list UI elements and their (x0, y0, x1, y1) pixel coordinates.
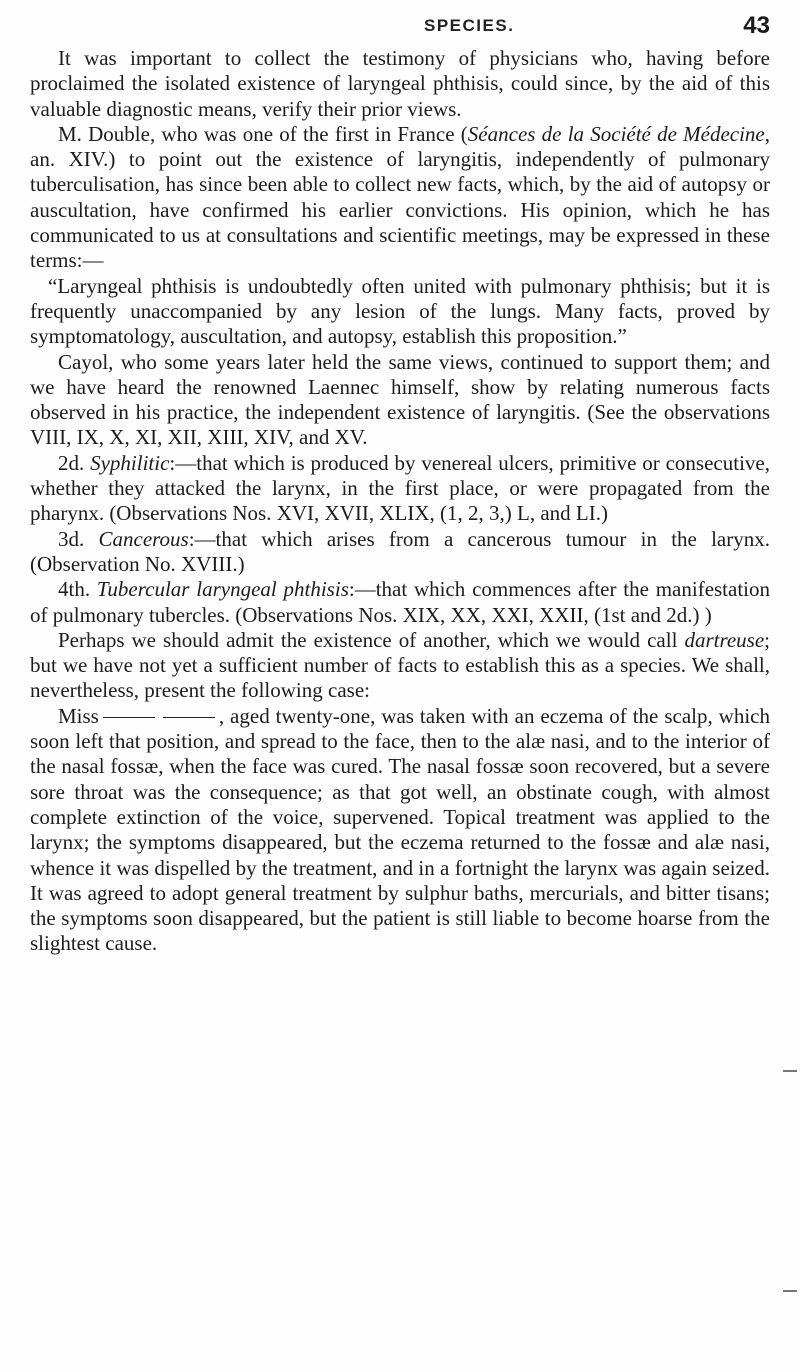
margin-mark (783, 1290, 797, 1292)
paragraph-1-text: It was important to collect the testimony of physicians who, having before proclaimed the isolated existence of laryngeal phthisis, could since, by the aid of this valuable diagnostic means, verify their prior views. (30, 46, 770, 121)
case-report-text-b: , aged twenty-one, was taken with an eczema of the scalp, which soon left that position, and spread to the face, then to the alæ nasi, and to the interior of the nasal fossæ, when the face was cured. The nasal fossæ soon recovered, but a severe sore throat was the consequence; as that got well, an obstinate cough, with almost complete extinction of the voice, supervened. Topical treatment was applied to the larynx; the symptoms disappeared, but the eczema returned to the fossæ and alæ nasi, whence it was dispelled by the treatment, and in a fortnight the larynx was again seized. It was agreed to adopt general treatment by sulphur baths, mercurials, and bitter tisans; the symptoms soon disappeared, but the patient is still liable to become hoarse from the slightest cause. (30, 703, 770, 956)
quotation (30, 274, 770, 350)
species-number: 3d. (58, 526, 85, 551)
redacted-name-line (103, 717, 155, 718)
species-description: :—that which is produced by venereal ulcers, primitive or consecutive, whether they attacked the larynx, in the first place, or were propagated from the pharynx. (Observations Nos. XVI, XVII, XLIX, (1, 2, 3,) L, and LI.) (30, 450, 770, 526)
quotation-text: “Laryngeal phthisis is undoubtedly often united with pulmonary phthisis; but it is frequently unaccompanied by any lesion of the lungs. Many facts, proved by symptomatology, auscultation, and autopsy, establish this proposition.” (30, 273, 770, 349)
paragraph-2-text-a: M. Double, who was one of the first in France ( (58, 121, 468, 146)
species-number: 4th. (58, 577, 91, 602)
paragraph-syphilitic (30, 451, 770, 527)
paragraph-3 (30, 350, 770, 451)
species-description: :—that which commences after the manifestation of pulmonary tubercles. (Observations Nos. XIX, XX, XXI, XXII, (1st and 2d.) ) (30, 577, 771, 627)
page-number: 43 (743, 12, 770, 39)
running-head: SPECIES. (424, 16, 515, 35)
paragraph-dartreuse-text-b: ; but we have not yet a sufficient number of facts to establish this as a species. We shall, nevertheless, present the following case: (30, 627, 770, 703)
case-report (30, 704, 770, 957)
page-header (44, 12, 770, 42)
paragraph-3-text: Cayol, who some years later held the same views, continued to support them; and we have heard the renowned Laennec himself, show by relating numerous facts observed in his practice, the independent existence of laryngitis. (See the observations VIII, IX, X, XI, XII, XIII, XIV, and XV. (30, 349, 770, 450)
paragraph-cancerous (30, 527, 770, 578)
species-name: Cancerous (98, 526, 189, 551)
paragraph-dartreuse-text-a: Perhaps we should admit the existence of another, which we would call (58, 627, 685, 652)
paragraph-tubercular (30, 577, 770, 628)
paragraph-2 (30, 122, 770, 274)
paragraph-1 (30, 46, 770, 122)
body-text (30, 46, 770, 957)
paragraph-2-text-b: , an. XIV.) to point out the existence of laryngitis, independently of pulmonary tuberculisation, has since been able to collect new facts, which, by the aid of autopsy or auscultation, have confirmed his earlier convictions. His opinion, which he has communicated to us at consultations and scientific meetings, may be expressed in these terms:— (30, 121, 771, 273)
margin-mark (783, 1070, 797, 1072)
redacted-name-line (163, 717, 215, 718)
species-name: Syphilitic (90, 450, 170, 475)
case-report-text-a: Miss (58, 703, 99, 728)
dartreuse-term: dartreuse (684, 627, 765, 652)
species-name: Tubercular laryngeal phthisis (96, 577, 349, 602)
paragraph-dartreuse (30, 628, 770, 704)
species-number: 2d. (58, 450, 85, 475)
paragraph-2-citation: Séances de la Société de Médecine (467, 121, 765, 146)
species-description: :—that which arises from a cancerous tumour in the larynx. (Observation No. XVIII.) (30, 526, 770, 576)
